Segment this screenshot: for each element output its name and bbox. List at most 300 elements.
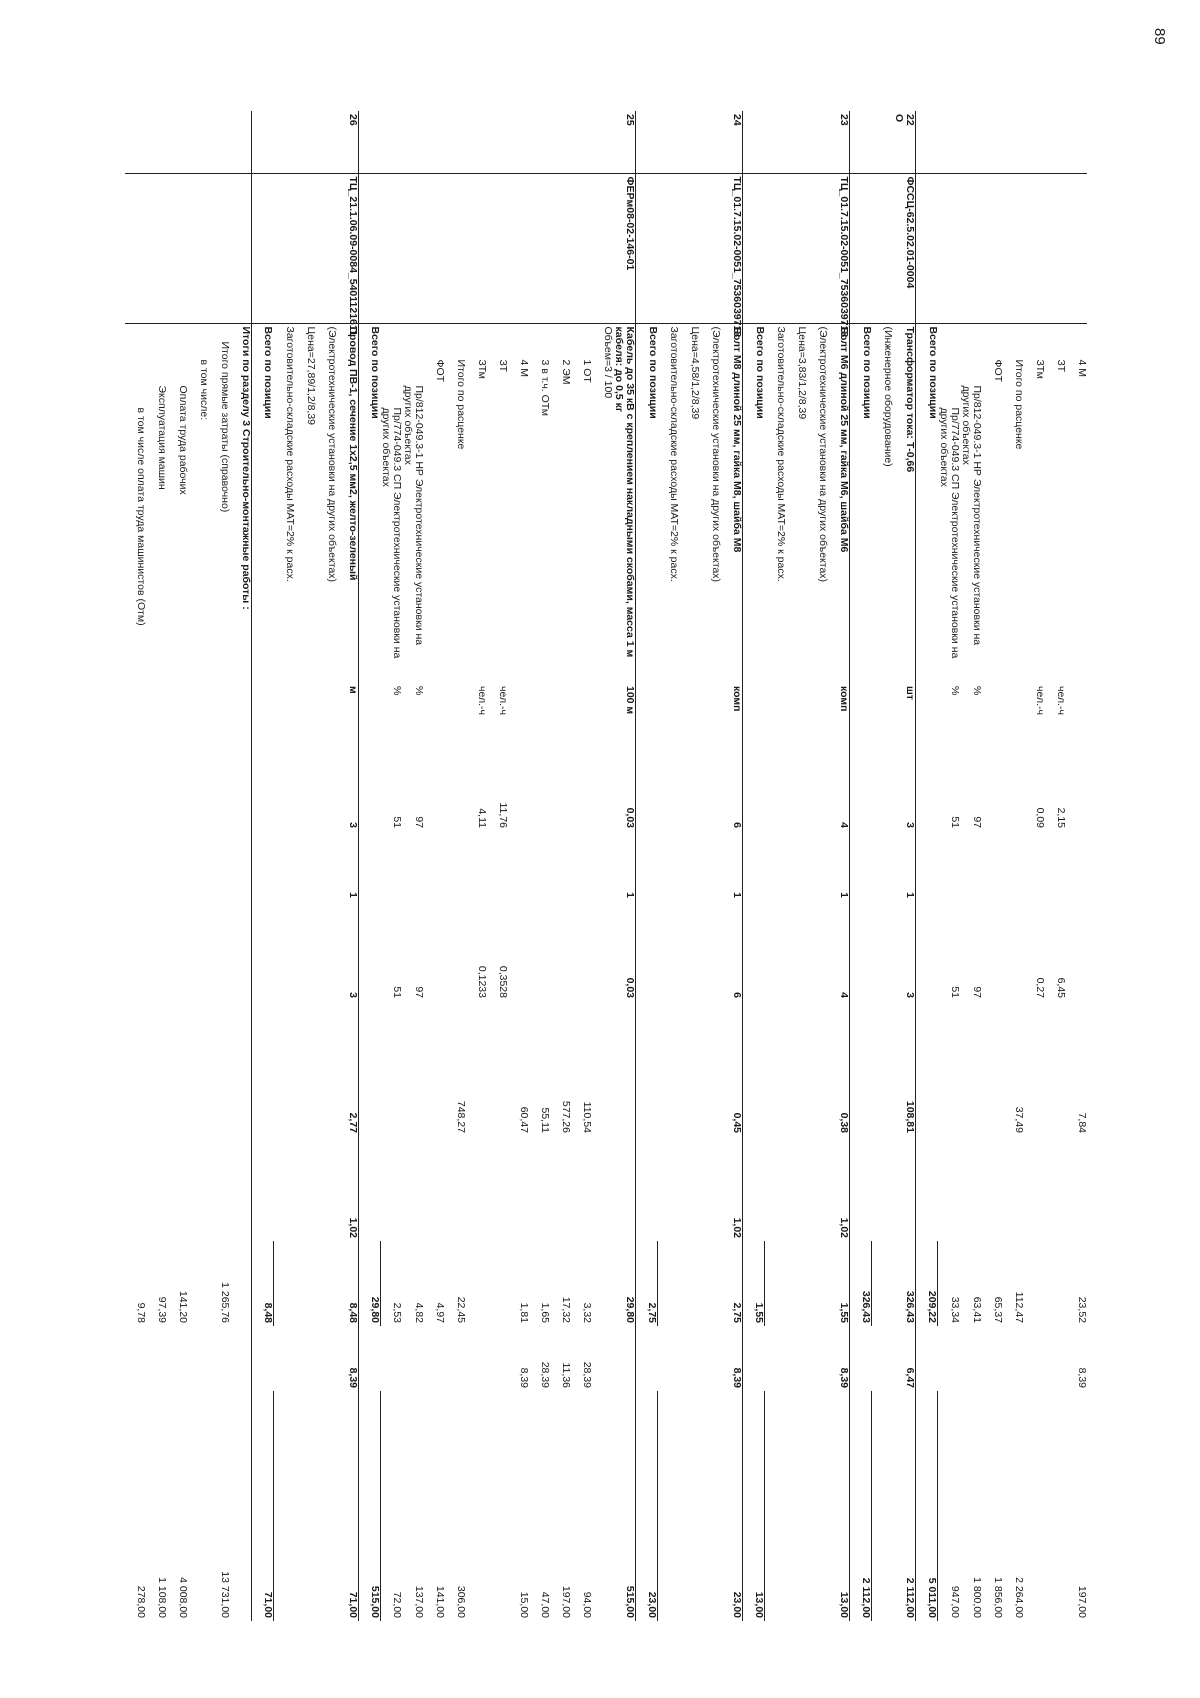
table-row: [701, 111, 722, 1621]
quantity-total-cell: [1066, 901, 1087, 1001]
index-cell: 8,39: [722, 1326, 744, 1391]
price-code-cell: [743, 173, 765, 323]
description-cell: 4 М: [1076, 359, 1088, 378]
quantity-per-unit-cell: [1003, 738, 1024, 831]
index-cell: [403, 1326, 425, 1391]
description-cell: Цена=3,83/1,2/8,39: [796, 326, 809, 420]
unit-cell: [551, 683, 572, 738]
price-code-cell: [381, 173, 403, 323]
index-cell: [188, 1326, 209, 1391]
cost-coefficient-cell: [1024, 1136, 1045, 1241]
coefficient-cell: 1: [614, 831, 637, 901]
base-unit-cost-cell: [1045, 1001, 1066, 1136]
quantity-total-cell: [787, 901, 808, 1001]
row-number-cell: 26: [337, 111, 359, 173]
quantity-total-cell: [680, 901, 701, 1001]
coefficient-cell: [488, 831, 509, 901]
quantity-per-unit-cell: 2,15: [1055, 807, 1067, 828]
base-unit-cost-cell: 0,45: [722, 1001, 744, 1136]
quantity-total-cell: 97: [971, 986, 983, 998]
base-total-cost-cell: 326,43: [894, 1241, 917, 1326]
table-row: [850, 111, 872, 1621]
table-row: [188, 111, 209, 1621]
page-number: 89: [1151, 28, 1168, 45]
unit-cell: [593, 683, 614, 738]
unit-cell: комп: [829, 683, 851, 738]
base-unit-cost-cell: 60,47: [518, 1106, 531, 1133]
unit-cell: чел.-ч: [1034, 686, 1046, 715]
current-total-cost-cell: 13,00: [743, 1391, 765, 1621]
description-cell: Всего по позиции: [647, 326, 659, 419]
row-number-cell: [1024, 111, 1045, 173]
table-row: [509, 111, 530, 1621]
current-total-cost-cell: 197,00: [1076, 1585, 1088, 1618]
unit-cell: %: [413, 686, 426, 696]
description-cell: Болт М8 длиной 25 мм, гайка М8, шайба М8: [722, 323, 744, 683]
current-total-cost-cell: 2 112,00: [850, 1391, 872, 1621]
row-number-cell: [850, 111, 872, 173]
quantity-per-unit-cell: [850, 738, 872, 831]
quantity-total-cell: [359, 901, 381, 1001]
base-total-cost-cell: 1 265,76: [219, 1282, 231, 1323]
index-cell: [701, 1326, 722, 1391]
base-total-cost-cell: [808, 1241, 829, 1326]
index-cell: [614, 1326, 637, 1391]
table-row: [230, 111, 252, 1621]
description-cell: (Электротехнические установки на других объектах): [326, 326, 338, 583]
quantity-per-unit-cell: [125, 738, 146, 831]
index-cell: 28,39: [539, 1361, 552, 1388]
unit-cell: [808, 683, 829, 738]
quantity-per-unit-cell: [230, 738, 252, 831]
current-total-cost-cell: 2 112,00: [894, 1391, 917, 1621]
price-code-cell: [125, 173, 146, 323]
quantity-total-cell: 0,3528: [497, 965, 510, 998]
price-code-cell: [530, 173, 551, 323]
base-unit-cost-cell: [850, 1001, 872, 1136]
coefficient-cell: [1003, 831, 1024, 901]
index-cell: [167, 1326, 188, 1391]
table-row: [872, 111, 894, 1621]
cost-coefficient-cell: [765, 1136, 787, 1241]
index-cell: 8,39: [518, 1367, 531, 1388]
table-row: [722, 111, 744, 1621]
current-total-cost-cell: 278,00: [135, 1585, 147, 1618]
cost-coefficient-cell: [938, 1136, 960, 1241]
table-row: [467, 111, 488, 1621]
price-code-cell: [960, 173, 982, 323]
description-cell: (Электротехнические установки на других объектах): [817, 326, 830, 583]
index-cell: [381, 1326, 403, 1391]
base-total-cost-cell: 97,39: [156, 1296, 168, 1323]
quantity-per-unit-cell: 3: [337, 738, 359, 831]
table-row: [530, 111, 551, 1621]
current-total-cost-cell: [488, 1391, 509, 1621]
base-total-cost-cell: 1,81: [518, 1302, 531, 1323]
base-total-cost-cell: 2,75: [722, 1241, 744, 1326]
description-cell: Цена=27,89/1,2/8,39: [305, 326, 317, 426]
cost-coefficient-cell: [593, 1136, 614, 1241]
row-number-cell: [274, 111, 296, 173]
base-total-cost-cell: 4,97: [434, 1302, 447, 1323]
coefficient-cell: [295, 831, 316, 901]
cost-coefficient-cell: 1,02: [337, 1136, 359, 1241]
estimate-table: [125, 111, 1087, 1621]
coefficient-cell: [551, 831, 572, 901]
index-cell: 8,39: [1076, 1367, 1088, 1388]
base-unit-cost-cell: [614, 1001, 637, 1136]
coefficient-cell: [167, 831, 188, 901]
quantity-total-cell: [743, 901, 765, 1001]
description-cell: Кабель до 35 кВ с креплением накладными скобами, масса 1 м кабеля: до 0,5 кг: [614, 323, 637, 683]
index-cell: [765, 1326, 787, 1391]
unit-cell: чел.-ч: [497, 686, 510, 715]
quantity-per-unit-cell: [636, 738, 658, 831]
quantity-total-cell: 3: [337, 901, 359, 1001]
description-cell: Болт М6 длиной 25 мм, гайка М6, шайба М6: [829, 323, 851, 683]
description-cell: Итого по расценке: [1013, 359, 1025, 450]
table-row: [403, 111, 425, 1621]
coefficient-cell: [572, 831, 593, 901]
cost-coefficient-cell: [467, 1136, 488, 1241]
table-row: [982, 111, 1003, 1621]
coefficient-cell: [509, 831, 530, 901]
base-unit-cost-cell: [381, 1001, 403, 1136]
row-number-cell: [636, 111, 658, 173]
current-total-cost-cell: 515,00: [359, 1391, 381, 1621]
current-total-cost-cell: 1 856,00: [992, 1577, 1004, 1618]
current-total-cost-cell: 1 108,00: [156, 1577, 168, 1618]
coefficient-cell: [916, 831, 938, 901]
price-code-cell: ТЦ_01.7.15.02-0051_7536039718: [829, 173, 851, 323]
price-code-cell: [808, 173, 829, 323]
quantity-per-unit-cell: [252, 738, 274, 831]
cost-coefficient-cell: [916, 1136, 938, 1241]
current-total-cost-cell: [787, 1391, 808, 1621]
coefficient-cell: [403, 831, 425, 901]
unit-cell: [787, 683, 808, 738]
current-total-cost-cell: [295, 1391, 316, 1621]
cost-coefficient-cell: [425, 1136, 446, 1241]
base-unit-cost-cell: [680, 1001, 701, 1136]
index-cell: [488, 1326, 509, 1391]
quantity-per-unit-cell: 51: [949, 816, 961, 828]
price-code-cell: [787, 173, 808, 323]
quantity-total-cell: [658, 901, 680, 1001]
coefficient-cell: [1024, 831, 1045, 901]
table-row: [274, 111, 296, 1621]
price-code-cell: [850, 173, 872, 323]
index-cell: [850, 1326, 872, 1391]
coefficient-cell: [252, 831, 274, 901]
quantity-total-cell: 51: [391, 986, 404, 998]
cost-coefficient-cell: [530, 1136, 551, 1241]
current-total-cost-cell: 197,00: [560, 1585, 573, 1618]
index-cell: [808, 1326, 829, 1391]
row-number-cell: [295, 111, 316, 173]
table-row: [593, 111, 614, 1621]
index-cell: [146, 1326, 167, 1391]
base-unit-cost-cell: [872, 1001, 894, 1136]
price-code-cell: [765, 173, 787, 323]
quantity-per-unit-cell: [188, 738, 209, 831]
base-total-cost-cell: 3,32: [581, 1302, 594, 1323]
cost-coefficient-cell: [743, 1136, 765, 1241]
cost-coefficient-cell: [230, 1136, 252, 1241]
index-cell: [1045, 1326, 1066, 1391]
unit-cell: [850, 683, 872, 738]
description-cell: Всего по позиции: [754, 326, 766, 419]
description-cell: Всего по позиции: [369, 326, 382, 419]
row-number-cell: 23: [829, 111, 851, 173]
coefficient-cell: 1: [894, 831, 917, 901]
current-total-cost-cell: 13 731,00: [219, 1571, 231, 1618]
index-cell: [743, 1326, 765, 1391]
quantity-per-unit-cell: [146, 738, 167, 831]
index-cell: [209, 1326, 230, 1391]
price-code-cell: [509, 173, 530, 323]
base-unit-cost-cell: [960, 1001, 982, 1136]
current-total-cost-cell: [765, 1391, 787, 1621]
description-cell: ЗТ: [497, 359, 510, 373]
base-unit-cost-cell: 110,54: [581, 1101, 594, 1133]
quantity-per-unit-cell: [530, 738, 551, 831]
coefficient-cell: [1066, 831, 1087, 901]
coefficient-cell: [209, 831, 230, 901]
cost-coefficient-cell: [209, 1136, 230, 1241]
price-code-cell: [316, 173, 337, 323]
base-total-cost-cell: 23,52: [1076, 1296, 1088, 1323]
description-cell: Заготовительно-складские расходы МАТ=2% к расх.: [284, 326, 296, 582]
price-code-cell: [701, 173, 722, 323]
coefficient-cell: [680, 831, 701, 901]
price-code-cell: [593, 173, 614, 323]
price-code-cell: ТЦ_21.1.06.09-0084_5401121611: [337, 173, 359, 323]
price-code-cell: [872, 173, 894, 323]
row-number-cell: [252, 111, 274, 173]
description-cell: Объем=3 / 100: [602, 326, 615, 399]
row-number-cell: 24: [722, 111, 744, 173]
row-number-cell: [403, 111, 425, 173]
quantity-per-unit-cell: [1066, 738, 1087, 831]
quantity-total-cell: [167, 901, 188, 1001]
base-unit-cost-cell: [593, 1001, 614, 1136]
cost-coefficient-cell: [701, 1136, 722, 1241]
current-total-cost-cell: [808, 1391, 829, 1621]
base-unit-cost-cell: [636, 1001, 658, 1136]
current-total-cost-cell: 23,00: [636, 1391, 658, 1621]
base-total-cost-cell: [188, 1241, 209, 1326]
unit-cell: [274, 683, 296, 738]
base-unit-cost-cell: [295, 1001, 316, 1136]
index-cell: [446, 1326, 467, 1391]
quantity-per-unit-cell: [658, 738, 680, 831]
row-number-cell: [960, 111, 982, 173]
price-code-cell: [425, 173, 446, 323]
unit-cell: [425, 683, 446, 738]
index-cell: [680, 1326, 701, 1391]
unit-cell: [872, 683, 894, 738]
price-code-cell: [1024, 173, 1045, 323]
base-unit-cost-cell: 37,49: [1013, 1106, 1025, 1133]
table-row: [381, 111, 403, 1621]
current-total-cost-cell: [701, 1391, 722, 1621]
unit-cell: [359, 683, 381, 738]
description-cell: ФОТ: [992, 359, 1004, 383]
cost-coefficient-cell: [1045, 1136, 1066, 1241]
table-row: [425, 111, 446, 1621]
cost-coefficient-cell: [872, 1136, 894, 1241]
table-row: [743, 111, 765, 1621]
cost-coefficient-cell: [295, 1136, 316, 1241]
table-row: [829, 111, 851, 1621]
current-total-cost-cell: 5 011,00: [916, 1391, 938, 1621]
base-unit-cost-cell: [230, 1001, 252, 1136]
base-total-cost-cell: [680, 1241, 701, 1326]
base-total-cost-cell: 8,48: [337, 1241, 359, 1326]
cost-coefficient-cell: 1,02: [829, 1136, 851, 1241]
unit-cell: м: [337, 683, 359, 738]
description-cell: ЗТм: [1034, 359, 1046, 379]
base-unit-cost-cell: 0,38: [829, 1001, 851, 1136]
cost-coefficient-cell: [850, 1136, 872, 1241]
unit-cell: [125, 683, 146, 738]
quantity-per-unit-cell: 3: [894, 738, 917, 831]
price-code-cell: [467, 173, 488, 323]
current-total-cost-cell: 137,00: [413, 1585, 426, 1618]
description-cell: Трансформатор тока: Т-0,66: [894, 323, 917, 683]
row-number-cell: [938, 111, 960, 173]
quantity-total-cell: [982, 901, 1003, 1001]
base-unit-cost-cell: [188, 1001, 209, 1136]
base-total-cost-cell: [787, 1241, 808, 1326]
quantity-total-cell: [252, 901, 274, 1001]
quantity-per-unit-cell: [808, 738, 829, 831]
coefficient-cell: [850, 831, 872, 901]
row-number-cell: [467, 111, 488, 173]
index-cell: [359, 1326, 381, 1391]
row-number-cell: [167, 111, 188, 173]
coefficient-cell: [808, 831, 829, 901]
row-number-cell: [916, 111, 938, 173]
row-number-cell: [1003, 111, 1024, 173]
base-total-cost-cell: [316, 1241, 337, 1326]
cost-coefficient-cell: [252, 1136, 274, 1241]
row-number-cell: 25: [614, 111, 637, 173]
index-cell: [960, 1326, 982, 1391]
coefficient-cell: [938, 831, 960, 901]
unit-cell: комп: [722, 683, 744, 738]
base-unit-cost-cell: [425, 1001, 446, 1136]
base-unit-cost-cell: [1024, 1001, 1045, 1136]
quantity-total-cell: [636, 901, 658, 1001]
cost-coefficient-cell: [572, 1136, 593, 1241]
table-row: [146, 111, 167, 1621]
quantity-total-cell: [230, 901, 252, 1001]
price-code-cell: [167, 173, 188, 323]
coefficient-cell: [125, 831, 146, 901]
base-total-cost-cell: 4,82: [413, 1302, 426, 1323]
quantity-per-unit-cell: 11,76: [497, 802, 510, 828]
coefficient-cell: 1: [722, 831, 744, 901]
quantity-total-cell: [872, 901, 894, 1001]
index-cell: [593, 1326, 614, 1391]
table-row: [787, 111, 808, 1621]
price-code-cell: [252, 173, 274, 323]
unit-cell: [701, 683, 722, 738]
base-total-cost-cell: 1,65: [539, 1302, 552, 1323]
description-cell: Пр/812-049.3-1 НР Электротехнические установки на других объектах: [960, 385, 983, 646]
row-number-cell: [787, 111, 808, 173]
quantity-total-cell: [572, 901, 593, 1001]
row-number-cell: [188, 111, 209, 173]
quantity-per-unit-cell: [359, 738, 381, 831]
coefficient-cell: 1: [829, 831, 851, 901]
table-row: [359, 111, 381, 1621]
current-total-cost-cell: 306,00: [455, 1585, 468, 1618]
base-total-cost-cell: 22,45: [455, 1296, 468, 1323]
current-total-cost-cell: 94,00: [581, 1591, 594, 1618]
unit-cell: %: [949, 686, 961, 696]
cost-coefficient-cell: [1003, 1136, 1024, 1241]
quantity-total-cell: 4: [829, 901, 851, 1001]
current-total-cost-cell: 2 264,00: [1013, 1577, 1025, 1618]
coefficient-cell: [188, 831, 209, 901]
cost-coefficient-cell: [787, 1136, 808, 1241]
base-unit-cost-cell: [125, 1001, 146, 1136]
estimate-table-body: [125, 111, 1087, 1621]
row-number-cell: [209, 111, 230, 173]
quantity-total-cell: 0,27: [1034, 977, 1046, 998]
quantity-per-unit-cell: [916, 738, 938, 831]
quantity-per-unit-cell: 4,11: [476, 808, 489, 828]
quantity-total-cell: [701, 901, 722, 1001]
base-total-cost-cell: 326,43: [850, 1241, 872, 1326]
base-unit-cost-cell: [167, 1001, 188, 1136]
current-total-cost-cell: 947,00: [949, 1585, 961, 1618]
row-number-cell: [425, 111, 446, 173]
quantity-per-unit-cell: 97: [413, 816, 426, 828]
current-total-cost-cell: 47,00: [539, 1591, 552, 1618]
index-cell: [938, 1326, 960, 1391]
cost-coefficient-cell: [381, 1136, 403, 1241]
unit-cell: [1003, 683, 1024, 738]
row-number-cell: [509, 111, 530, 173]
price-code-cell: [403, 173, 425, 323]
index-cell: 11,36: [560, 1362, 573, 1388]
price-code-cell: ФССЦ-62.5.02.01-0004: [894, 173, 917, 323]
current-total-cost-cell: 71,00: [337, 1391, 359, 1621]
unit-cell: шт: [894, 683, 917, 738]
unit-cell: [658, 683, 680, 738]
price-code-cell: [636, 173, 658, 323]
base-unit-cost-cell: 55,11: [539, 1107, 552, 1133]
price-code-cell: [916, 173, 938, 323]
base-total-cost-cell: [1045, 1241, 1066, 1326]
unit-cell: [636, 683, 658, 738]
current-total-cost-cell: [593, 1391, 614, 1621]
index-cell: [125, 1326, 146, 1391]
table-row: [125, 111, 146, 1621]
quantity-per-unit-cell: 6: [722, 738, 744, 831]
quantity-per-unit-cell: [787, 738, 808, 831]
index-cell: [1003, 1326, 1024, 1391]
price-code-cell: [680, 173, 701, 323]
current-total-cost-cell: 1 800,00: [971, 1577, 983, 1618]
quantity-total-cell: [209, 901, 230, 1001]
unit-cell: чел.-ч: [1055, 686, 1067, 715]
price-code-cell: [1045, 173, 1066, 323]
